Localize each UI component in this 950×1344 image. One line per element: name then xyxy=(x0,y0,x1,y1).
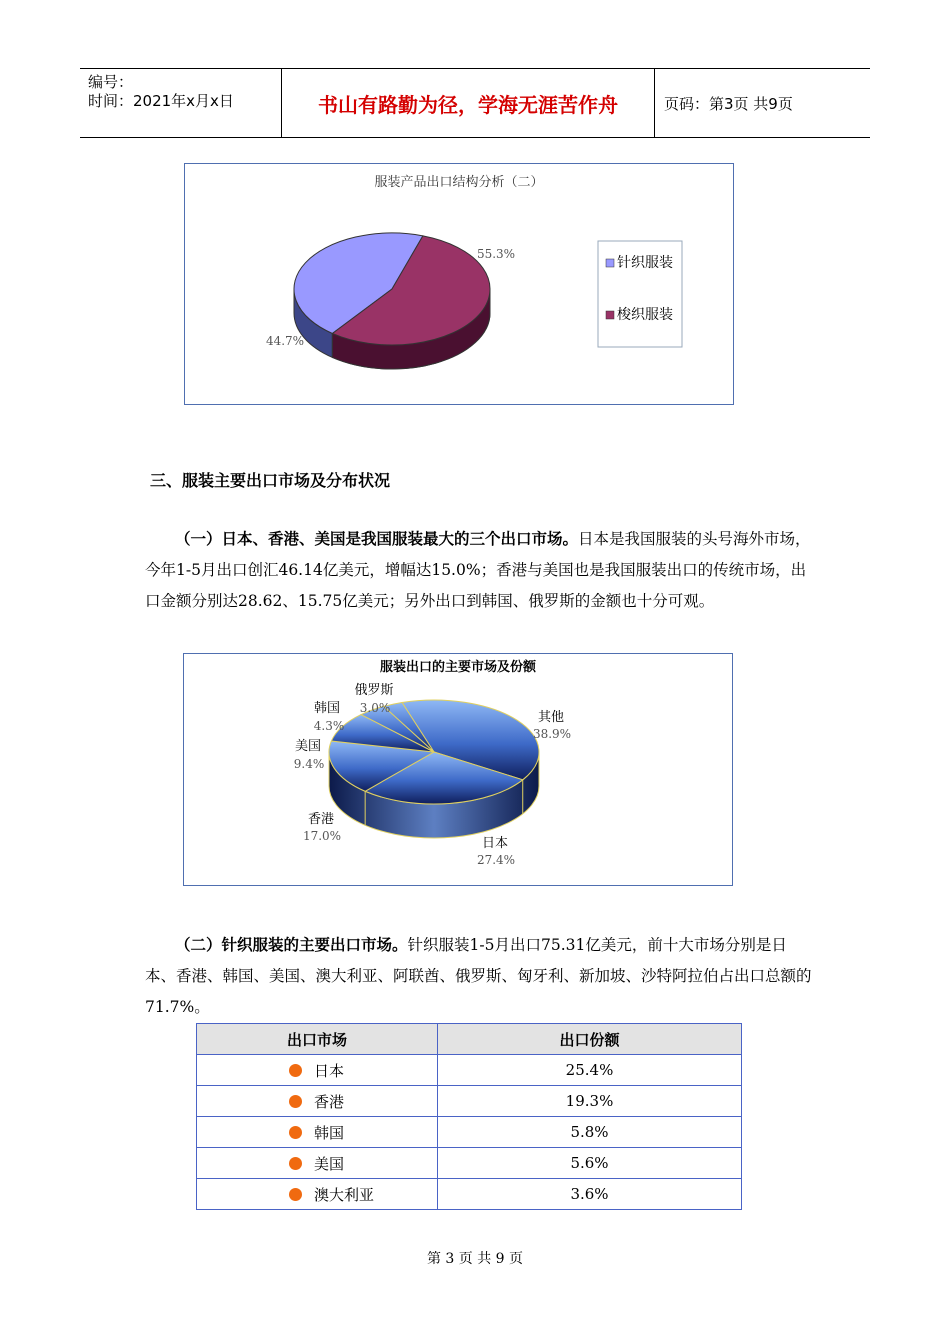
paragraph-knitwear-markets xyxy=(145,930,817,1023)
bullet-icon xyxy=(289,1095,302,1108)
data-label: 9.4% xyxy=(293,757,325,771)
table-row xyxy=(197,1148,742,1179)
table-cell-share: 25.4% xyxy=(438,1055,742,1086)
pie-chart-main-markets xyxy=(183,653,733,886)
header-motto: 书山有路勤为径，学海无涯苦作舟 xyxy=(281,69,655,137)
document-number: 编号： xyxy=(88,73,134,91)
section-heading: 三、服装主要出口市场及分布状况 xyxy=(150,471,391,490)
data-label: 3.0% xyxy=(359,701,391,715)
paragraph-1-body: 日本是我国服装的头号海外市场，今年1-5月出口创汇46.14亿美元，增幅达15.0%；香港与美国也是我国服装出口的传统市场，出口金额分别达28.62、15.75亿美元；另外出口到韩国、俄罗斯的金额也十分可观。 xyxy=(145,530,811,610)
legend-label: 梭织服装 xyxy=(617,307,673,323)
table-header-market: 出口市场 xyxy=(197,1024,438,1055)
pie-chart-1-svg xyxy=(185,164,733,404)
pie-chart-2-svg xyxy=(184,654,732,885)
legend-label: 针织服装 xyxy=(617,255,673,271)
table-cell-share: 3.6% xyxy=(438,1179,742,1210)
paragraph-main-markets xyxy=(145,524,817,617)
knitwear-market-table xyxy=(196,1023,742,1210)
table-cell-share: 5.6% xyxy=(438,1148,742,1179)
table-cell-market xyxy=(197,1117,438,1148)
paragraph-2-lead: （二）针织服装的主要出口市场。 xyxy=(175,936,408,954)
table-row xyxy=(197,1179,742,1210)
legend-swatch xyxy=(606,311,614,319)
table-cell-share: 19.3% xyxy=(438,1086,742,1117)
market-name: 香港 xyxy=(314,1092,345,1111)
table-cell-share: 5.8% xyxy=(438,1117,742,1148)
bullet-icon xyxy=(289,1157,302,1170)
category-label: 韩国 xyxy=(313,701,341,716)
data-label: 4.3% xyxy=(313,719,345,733)
header-page-number: 页码：第3页 共9页 xyxy=(664,95,793,113)
document-date: 时间：2021年x月x日 xyxy=(88,92,234,110)
table-header-share: 出口份额 xyxy=(438,1024,742,1055)
table-body xyxy=(197,1055,742,1210)
chart-title: 服装出口的主要市场及份额 xyxy=(379,660,537,675)
table-row xyxy=(197,1086,742,1117)
table-cell-market xyxy=(197,1055,438,1086)
pie-chart-export-structure xyxy=(184,163,734,405)
paragraph-2-body: 针织服装1-5月出口75.31亿美元，前十大市场分别是日本、香港、韩国、美国、澳大利亚、阿联酋、俄罗斯、匈牙利、新加坡、沙特阿拉伯占出口总额的71.7%。 xyxy=(145,936,812,1016)
table-row xyxy=(197,1117,742,1148)
market-name: 澳大利亚 xyxy=(314,1185,375,1204)
table-header-row xyxy=(197,1024,742,1055)
market-name: 日本 xyxy=(314,1061,345,1080)
bullet-icon xyxy=(289,1188,302,1201)
bullet-icon xyxy=(289,1126,302,1139)
page-footer: 第 3 页 共 9 页 xyxy=(426,1251,524,1267)
table-cell-market xyxy=(197,1179,438,1210)
data-label: 55.3% xyxy=(476,247,516,261)
category-label: 其他 xyxy=(537,710,565,725)
bullet-icon xyxy=(289,1064,302,1077)
table-cell-market xyxy=(197,1148,438,1179)
category-label: 俄罗斯 xyxy=(354,683,394,698)
market-name: 美国 xyxy=(314,1154,345,1173)
data-label: 38.9% xyxy=(532,727,572,741)
category-label: 香港 xyxy=(307,812,335,827)
table-cell-market xyxy=(197,1086,438,1117)
data-label: 44.7% xyxy=(265,334,305,348)
data-label: 17.0% xyxy=(302,829,342,843)
category-label: 美国 xyxy=(294,739,322,754)
data-label: 27.4% xyxy=(476,853,516,867)
paragraph-1-lead: （一）日本、香港、美国是我国服装最大的三个出口市场。 xyxy=(175,530,579,548)
market-name: 韩国 xyxy=(314,1123,345,1142)
page-header xyxy=(80,68,870,138)
table-row xyxy=(197,1055,742,1086)
legend-swatch xyxy=(606,259,614,267)
header-meta xyxy=(88,73,280,111)
chart-title: 服装产品出口结构分析（二） xyxy=(374,175,544,190)
category-label: 日本 xyxy=(481,836,509,851)
